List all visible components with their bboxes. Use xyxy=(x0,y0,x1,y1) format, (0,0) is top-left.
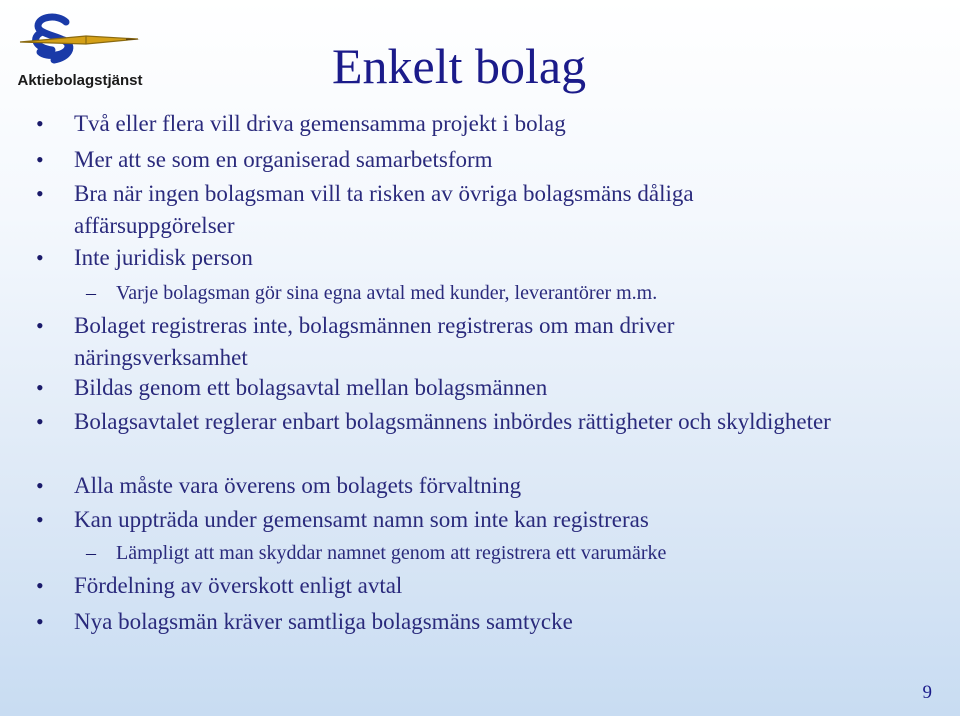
bullet-text: Inte juridisk person xyxy=(74,245,253,270)
bullet-text: Två eller flera vill driva gemensamma projekt i bolag xyxy=(74,111,566,136)
bullet-text: Nya bolagsmän kräver samtliga bolagsmäns samtycke xyxy=(74,609,573,634)
dash-marker: – xyxy=(86,542,96,564)
bullet-text: Mer att se som en organiserad samarbetsform xyxy=(74,147,493,172)
bullet-text: Bra när ingen bolagsman vill ta risken av övriga bolagsmäns dåliga affärsuppgörelser xyxy=(74,181,694,238)
bullet-marker: • xyxy=(36,507,44,532)
bullet-marker: • xyxy=(36,181,44,206)
bullet-text: Bildas genom ett bolagsavtal mellan bolagsmännen xyxy=(74,375,548,400)
bullet-marker: • xyxy=(36,609,44,634)
bullet-text: Fördelning av överskott enligt avtal xyxy=(74,573,403,598)
bullet-text: Kan uppträda under gemensamt namn som inte kan registreras xyxy=(74,507,649,532)
bullet-marker: • xyxy=(36,473,44,498)
section-sign-pen-icon xyxy=(16,12,144,70)
dash-marker: – xyxy=(86,282,96,304)
bullet-marker: • xyxy=(36,313,44,338)
bullet-text: Alla måste vara överens om bolagets förvaltning xyxy=(74,473,522,498)
bullet-text: Varje bolagsman gör sina egna avtal med kunder, leverantörer m.m. xyxy=(116,282,658,304)
company-logo xyxy=(10,12,150,92)
bullet-marker: • xyxy=(36,147,44,172)
bullet-text: Bolagsavtalet reglerar enbart bolagsmännens inbördes rättigheter och skyldigheter xyxy=(74,409,831,434)
bullet-marker: • xyxy=(36,111,44,136)
logo-text: Aktiebolagstjänst xyxy=(17,72,143,89)
bullet-text: Bolaget registreras inte, bolagsmännen registreras om man driver näringsverksamhet xyxy=(74,313,675,370)
bullet-marker: • xyxy=(36,409,44,434)
slide-title: Enkelt bolag xyxy=(332,38,587,94)
bullet-marker: • xyxy=(36,245,44,270)
bullet-marker: • xyxy=(36,573,44,598)
bullet-text: Lämpligt att man skyddar namnet genom att registrera ett varumärke xyxy=(116,542,667,564)
page-number: 9 xyxy=(922,682,932,703)
bullet-marker: • xyxy=(36,375,44,400)
